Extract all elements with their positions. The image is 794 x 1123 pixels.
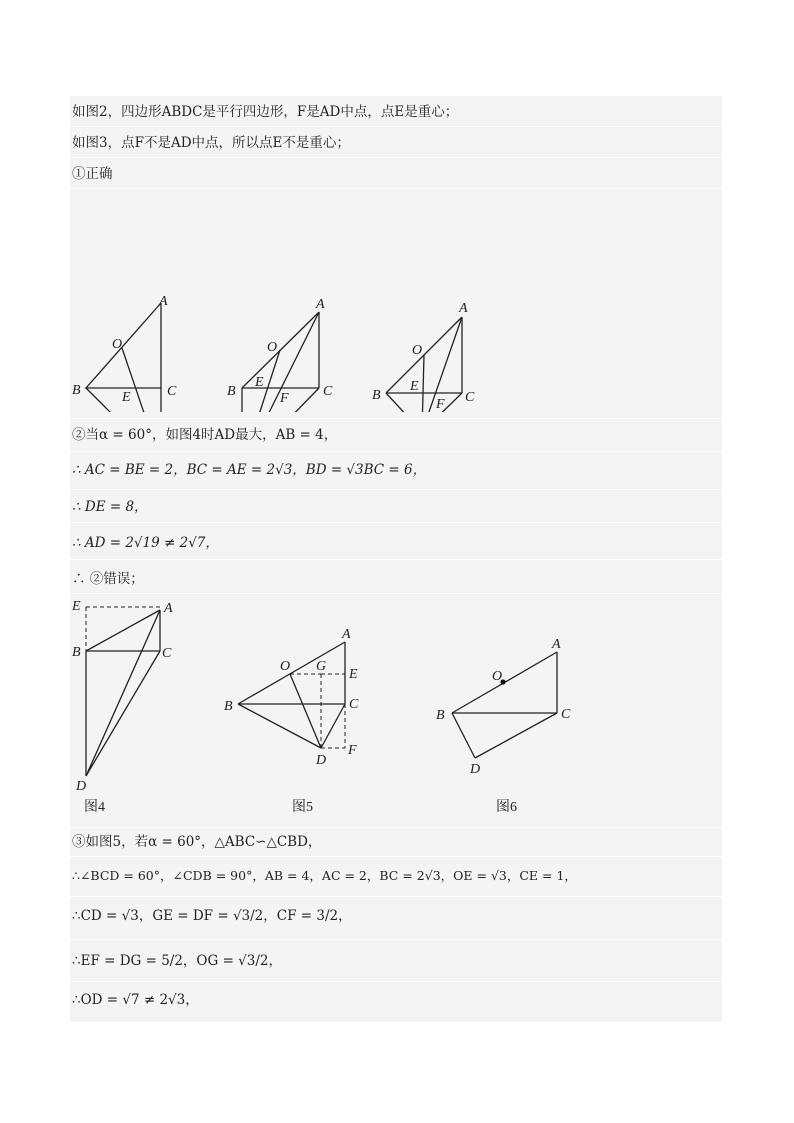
divider xyxy=(70,939,722,940)
label-C: C xyxy=(162,646,172,661)
divider xyxy=(70,418,722,419)
divider xyxy=(70,157,722,158)
label-O: O xyxy=(492,669,503,684)
figure-caption-4: 图4 xyxy=(84,800,105,815)
text-line-10: ∴∠BCD = 60°，∠CDB = 90°，AB = 4，AC = 2，BC = 2√3，OE = √3，CE = 1， xyxy=(72,868,577,883)
label-B: B xyxy=(72,645,81,660)
label-B: B xyxy=(72,383,81,398)
divider xyxy=(70,126,722,127)
divider xyxy=(70,856,722,857)
text-line-12: ∴EF = DG = 5/2，OG = √3/2， xyxy=(72,953,283,969)
text-line-3: ①正确 xyxy=(72,166,113,182)
label-C: C xyxy=(349,697,359,712)
divider xyxy=(70,559,722,560)
divider xyxy=(70,593,722,594)
label-E: E xyxy=(72,599,81,614)
label-F: F xyxy=(280,391,289,406)
text-line-8: ∴ ②错误； xyxy=(72,571,144,587)
label-E: E xyxy=(349,667,358,682)
label-E: E xyxy=(410,379,419,394)
label-A: A xyxy=(552,637,561,652)
label-C: C xyxy=(167,384,177,399)
label-C: C xyxy=(561,707,571,722)
divider xyxy=(70,451,722,452)
divider xyxy=(70,188,722,189)
divider xyxy=(70,896,722,897)
label-A: A xyxy=(159,294,168,309)
figure-caption-6: 图6 xyxy=(496,800,517,815)
text-line-6: ∴ DE = 8， xyxy=(72,499,148,515)
label-D: D xyxy=(76,779,87,794)
label-O: O xyxy=(112,337,123,352)
figures-row-2 xyxy=(70,596,722,826)
solution-panel xyxy=(70,96,722,1022)
label-O: O xyxy=(412,343,423,358)
divider xyxy=(70,522,722,523)
label-A: A xyxy=(459,301,468,316)
label-F: F xyxy=(348,743,357,758)
geometry-figures-1-3 xyxy=(70,192,722,412)
label-A: A xyxy=(316,297,325,312)
label-B: B xyxy=(224,699,233,714)
label-B: B xyxy=(436,708,445,723)
label-E: E xyxy=(255,375,264,390)
text-line-1: 如图2，四边形ABDC是平行四边形，F是AD中点，点E是重心； xyxy=(72,104,459,120)
divider xyxy=(70,981,722,982)
text-line-11: ∴CD = √3，GE = DF = √3/2，CF = 3/2， xyxy=(72,908,352,924)
text-line-7: ∴ AD = 2√19 ≠ 2√7， xyxy=(72,535,219,551)
text-line-4: ②当α = 60°，如图4时AD最大，AB = 4， xyxy=(72,427,338,443)
figure-caption-5: 图5 xyxy=(292,800,313,815)
label-A: A xyxy=(342,627,351,642)
label-F: F xyxy=(436,397,445,412)
label-C: C xyxy=(465,390,475,405)
label-B: B xyxy=(372,388,381,403)
label-D: D xyxy=(470,762,481,777)
text-line-9: ③如图5，若α = 60°，△ABC∽△CBD， xyxy=(72,834,322,850)
text-line-2: 如图3，点F不是AD中点，所以点E不是重心； xyxy=(72,135,350,151)
geometry-figures-4-6 xyxy=(70,596,722,826)
label-O: O xyxy=(267,340,278,355)
divider xyxy=(70,489,722,490)
label-E: E xyxy=(122,390,131,405)
label-G: G xyxy=(316,659,327,674)
label-D: D xyxy=(316,753,327,768)
label-C: C xyxy=(323,384,333,399)
figures-row-1 xyxy=(70,192,722,412)
divider xyxy=(70,827,722,828)
label-O: O xyxy=(280,659,291,674)
text-line-5: ∴ AC = BE = 2，BC = AE = 2√3，BD = √3BC = 6， xyxy=(72,462,427,478)
text-line-13: ∴OD = √7 ≠ 2√3， xyxy=(72,992,199,1008)
label-B: B xyxy=(227,384,236,399)
label-A: A xyxy=(164,601,173,616)
